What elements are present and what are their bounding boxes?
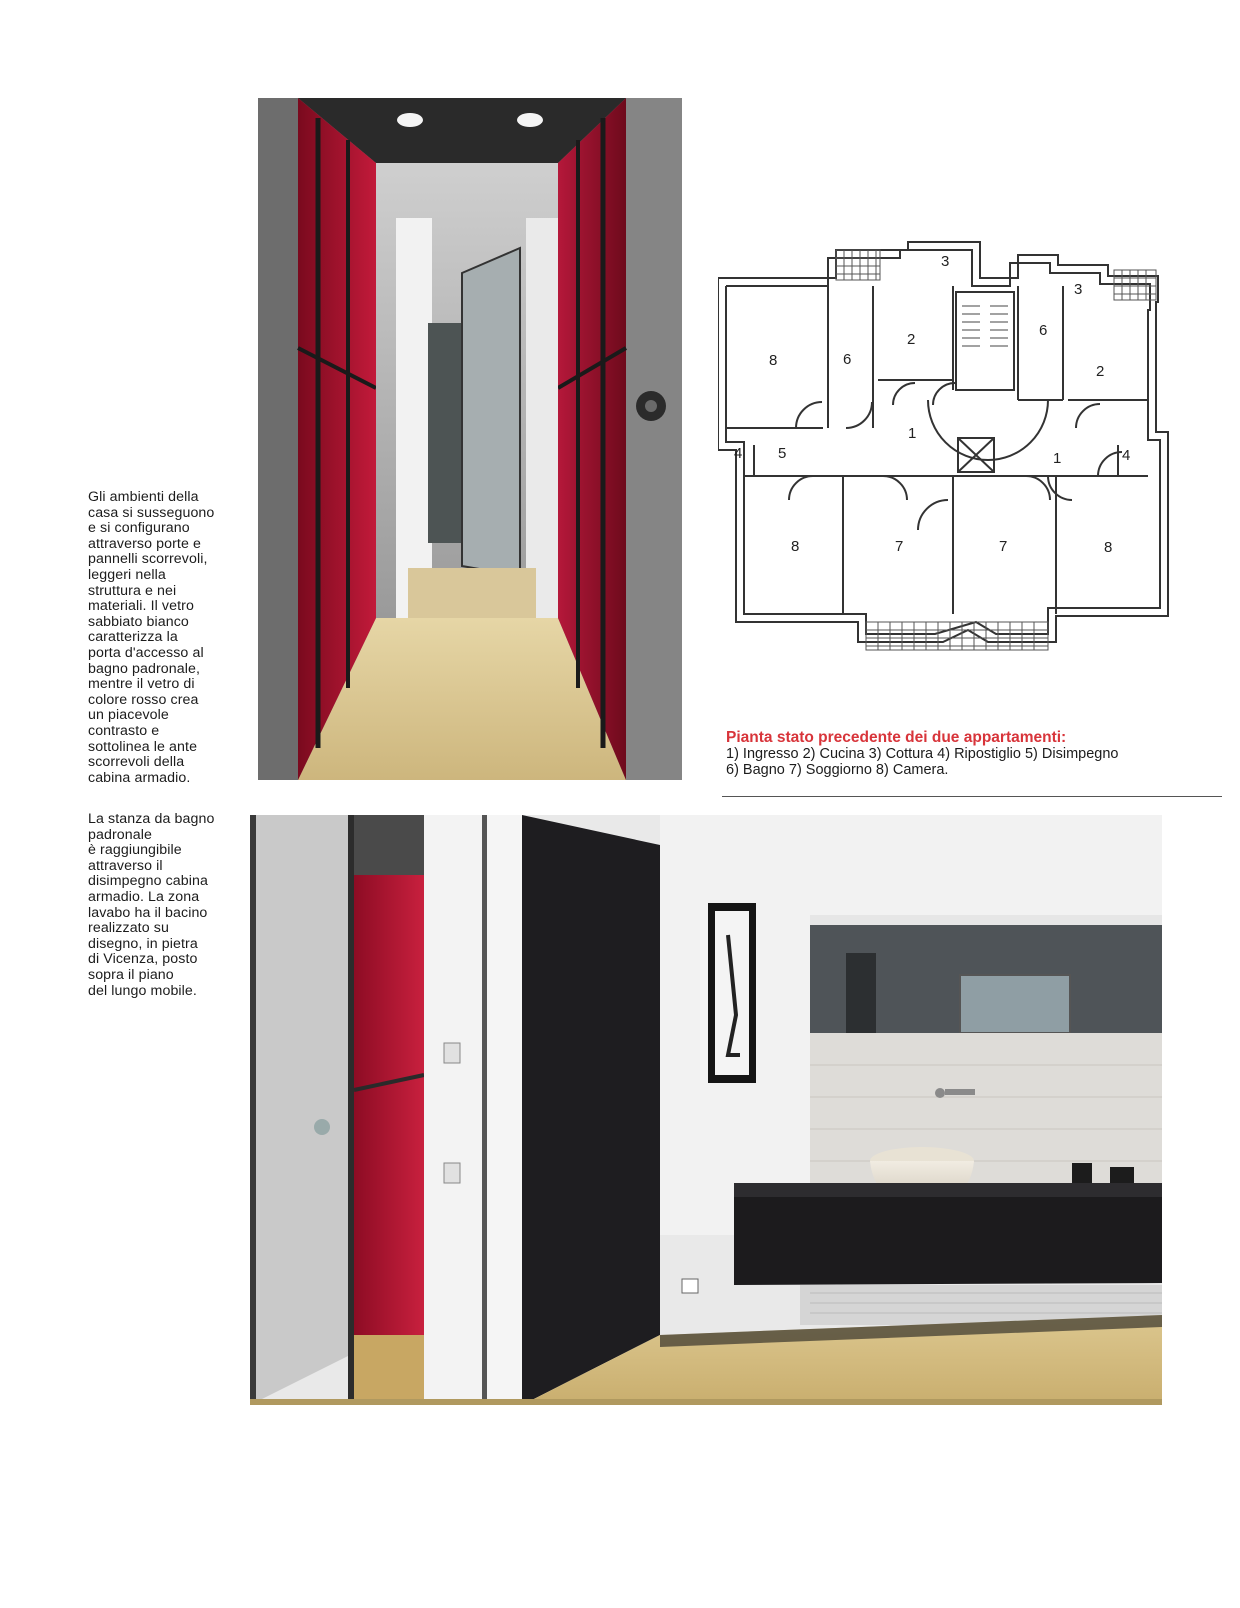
room-number: 6: [1039, 322, 1048, 339]
caption-line: struttura e nei: [88, 582, 177, 599]
caption-line: padronale: [88, 826, 153, 843]
caption-line: caratterizza la: [88, 629, 178, 646]
legend-title: Pianta stato precedente dei due appartamenti:: [726, 729, 1067, 746]
caption-line: scorrevoli della: [88, 754, 185, 771]
floor-plan-legend: [726, 730, 1196, 778]
caption-line: attraverso porte e: [88, 535, 201, 552]
caption-line: pannelli scorrevoli,: [88, 551, 208, 568]
room-number: 3: [1074, 281, 1083, 298]
caption-line: attraverso il: [88, 857, 163, 874]
caption-line: colore rosso crea: [88, 691, 199, 708]
room-number: 4: [734, 445, 743, 462]
room-number: 5: [778, 445, 787, 462]
legend-line: 1) Ingresso 2) Cucina 3) Cottura 4) Ripostiglio 5) Disimpegno: [726, 746, 1119, 762]
caption-line: sabbiato bianco: [88, 613, 189, 630]
caption-line: è raggiungibile: [88, 842, 182, 859]
room-number: 7: [895, 538, 904, 555]
caption-line: armadio. La zona: [88, 888, 200, 905]
room-number: 7: [999, 538, 1008, 555]
room-number: 4: [1122, 447, 1131, 464]
caption-line: cabina armadio.: [88, 769, 191, 786]
caption-hallway: [88, 490, 228, 786]
caption-line: leggeri nella: [88, 566, 166, 583]
floor-plan: [718, 240, 1193, 690]
caption-line: disegno, in pietra: [88, 935, 198, 952]
caption-line: un piacevole: [88, 707, 169, 724]
room-number: 8: [791, 538, 800, 555]
room-number: 2: [907, 331, 916, 348]
divider: [722, 796, 1222, 797]
room-number: 8: [1104, 539, 1113, 556]
room-number: 1: [908, 425, 917, 442]
caption-bathroom: [88, 812, 228, 999]
caption-line: del lungo mobile.: [88, 982, 197, 999]
caption-line: materiali. Il vetro: [88, 598, 194, 615]
caption-line: porta d'accesso al: [88, 644, 204, 661]
caption-line: disimpegno cabina: [88, 873, 209, 890]
caption-line: contrasto e: [88, 722, 160, 739]
caption-line: sottolinea le ante: [88, 738, 198, 755]
caption-line: bagno padronale,: [88, 660, 201, 677]
caption-line: La stanza da bagno: [88, 811, 215, 827]
caption-line: di Vicenza, posto: [88, 951, 198, 968]
room-number: 8: [769, 352, 778, 369]
caption-line: lavabo ha il bacino: [88, 904, 208, 921]
caption-line: e si configurano: [88, 520, 190, 537]
caption-line: realizzato su: [88, 920, 169, 937]
legend-line: 6) Bagno 7) Soggiorno 8) Camera.: [726, 762, 949, 778]
caption-line: sopra il piano: [88, 966, 174, 983]
room-number: 3: [941, 253, 950, 270]
hallway-photo: [258, 98, 682, 780]
bathroom-photo: [250, 815, 1162, 1405]
caption-line: casa si susseguono: [88, 504, 215, 521]
caption-line: Gli ambienti della: [88, 489, 199, 505]
room-number: 2: [1096, 363, 1105, 380]
room-number: 1: [1053, 450, 1062, 467]
caption-line: mentre il vetro di: [88, 676, 195, 693]
room-number: 6: [843, 351, 852, 368]
